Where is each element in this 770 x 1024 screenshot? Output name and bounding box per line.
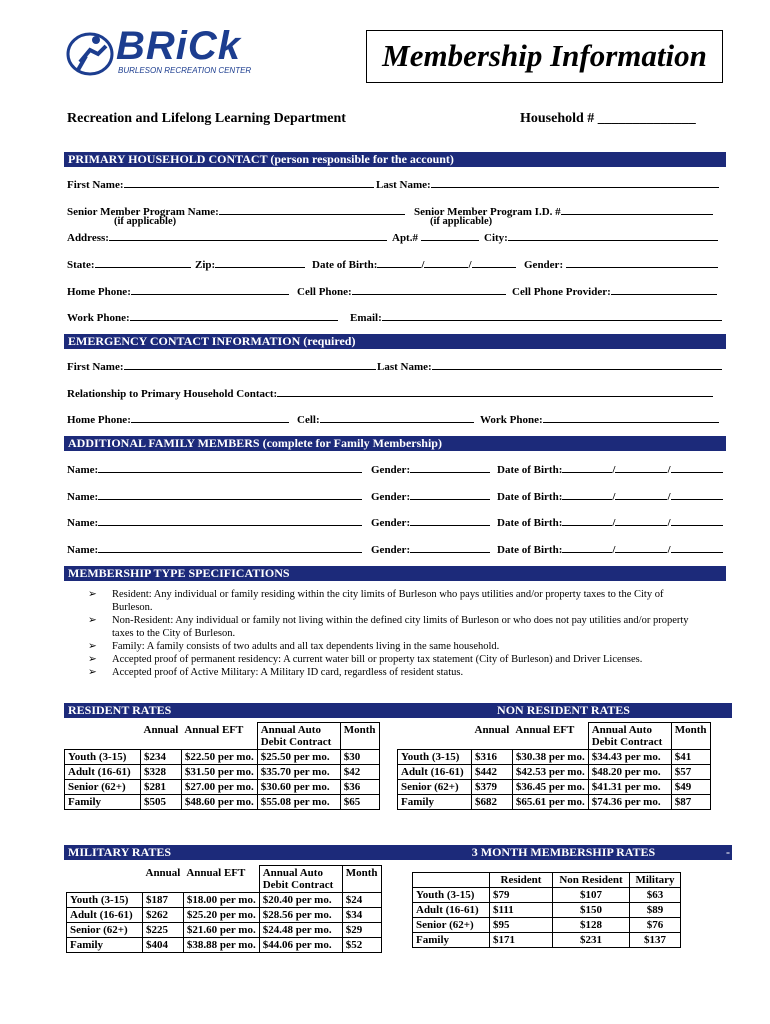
- table-row: Family $682 $65.61 per mo. $74.36 per mo. $87: [398, 795, 711, 810]
- spec-item: ➢ Accepted proof of permanent residency: A current water bill or property tax statement (City of Burleson) and Driver Licenses.: [88, 654, 643, 665]
- family-dob-field-1[interactable]: Date of Birth: / /: [497, 462, 723, 476]
- city-field[interactable]: City:: [484, 230, 718, 244]
- col-annual: Annual: [143, 723, 179, 736]
- table-row: Senior (62+) $379 $36.45 per mo. $41.31 per mo. $49: [398, 780, 711, 795]
- col-eft: Annual EFT: [186, 866, 246, 879]
- table-row: Family $404 $38.88 per mo. $44.06 per mo. $52: [67, 938, 382, 953]
- emergency-last-name-field[interactable]: Last Name:: [377, 359, 722, 373]
- senior-name-note: (if applicable): [114, 216, 177, 227]
- three-month-rates-table: [412, 872, 681, 948]
- emergency-first-name-field[interactable]: First Name:: [67, 359, 376, 373]
- col-month: Month: [671, 723, 710, 750]
- table-row: Adult (16-61) $442 $42.53 per mo. $48.20 per mo. $57: [398, 765, 711, 780]
- family-name-field-2[interactable]: Name:: [67, 489, 362, 503]
- zip-field[interactable]: Zip:: [195, 257, 305, 271]
- arrow-bullet-icon: ➢: [88, 589, 97, 600]
- spec-item: ➢ Accepted proof of Active Military: A Military ID card, regardless of resident status.: [88, 667, 464, 678]
- table-row: Senior (62+) $281 $27.00 per mo. $30.60 per mo. $36: [65, 780, 380, 795]
- table-row: Senior (62+) $95 $128 $76: [413, 918, 681, 933]
- logo-subtitle: BURLESON RECREATION CENTER: [118, 66, 252, 75]
- col-nonresident: Non Resident: [553, 873, 630, 888]
- military-rates-header: MILITARY RATES: [64, 845, 395, 860]
- emergency-home-phone-field[interactable]: Home Phone:: [67, 412, 289, 426]
- spec-item: ➢ Family: A family consists of two adults and all tax dependents living in the same household.: [88, 641, 500, 652]
- spec-item: ➢ Resident: Any individual or family residing within the city limits of Burleson who pays utilities and/or property taxes to the City of Burleson.: [88, 589, 664, 613]
- work-phone-field[interactable]: Work Phone:: [67, 310, 338, 324]
- table-row: Family $505 $48.60 per mo. $55.08 per mo. $65: [65, 795, 380, 810]
- family-gender-field-4[interactable]: Gender:: [371, 542, 490, 556]
- page-title: Membership Information: [366, 30, 723, 83]
- household-number: Household # ______________: [520, 111, 696, 126]
- nonresident-rates-table: [397, 722, 711, 810]
- cell-phone-field[interactable]: Cell Phone:: [297, 284, 506, 298]
- senior-id-note: (if applicable): [430, 216, 493, 227]
- membership-specs-header: MEMBERSHIP TYPE SPECIFICATIONS: [64, 566, 726, 581]
- gender-field[interactable]: Gender:: [524, 257, 718, 271]
- table-row: Adult (16-61) $328 $31.50 per mo. $35.70 per mo. $42: [65, 765, 380, 780]
- table-row: Adult (16-61) $111 $150 $89: [413, 903, 681, 918]
- relationship-field[interactable]: Relationship to Primary Household Contact:: [67, 386, 713, 400]
- resident-rates-table: [64, 722, 380, 810]
- home-phone-field[interactable]: Home Phone:: [67, 284, 289, 298]
- family-dob-field-4[interactable]: Date of Birth: / /: [497, 542, 723, 556]
- senior-program-name-field[interactable]: Senior Member Program Name:: [67, 204, 405, 218]
- primary-contact-header: PRIMARY HOUSEHOLD CONTACT (person responsible for the account): [64, 152, 726, 167]
- col-annual: Annual: [474, 723, 510, 736]
- table-row: Senior (62+) $225 $21.60 per mo. $24.48 per mo. $29: [67, 923, 382, 938]
- apt-field[interactable]: Apt.#: [392, 230, 479, 244]
- nonresident-rates-header: NON RESIDENT RATES: [395, 703, 732, 718]
- date-of-birth-field[interactable]: Date of Birth: / /: [312, 257, 516, 271]
- col-eft: Annual EFT: [184, 723, 244, 736]
- table-row: Youth (3-15) $234 $22.50 per mo. $25.50 per mo. $30: [65, 750, 380, 765]
- family-name-field-4[interactable]: Name:: [67, 542, 362, 556]
- address-field[interactable]: Address:: [67, 230, 387, 244]
- family-name-field-3[interactable]: Name:: [67, 515, 362, 529]
- family-gender-field-2[interactable]: Gender:: [371, 489, 490, 503]
- spec-item: ➢ Non-Resident: Any individual or family not living within the defined city limits of Burleson or who does not pay utilities and/or property taxes to the City of Burleson.: [88, 615, 689, 639]
- col-auto: Annual Auto Debit Contract: [259, 866, 342, 893]
- table-row: Adult (16-61) $262 $25.20 per mo. $28.56 per mo. $34: [67, 908, 382, 923]
- family-members-header: ADDITIONAL FAMILY MEMBERS (complete for Family Membership): [64, 436, 726, 451]
- family-dob-field-3[interactable]: Date of Birth: / /: [497, 515, 723, 529]
- arrow-bullet-icon: ➢: [88, 641, 97, 652]
- col-auto: Annual Auto Debit Contract: [588, 723, 671, 750]
- emergency-contact-header: EMERGENCY CONTACT INFORMATION (required): [64, 334, 726, 349]
- family-gender-field-3[interactable]: Gender:: [371, 515, 490, 529]
- primary-first-name-field[interactable]: First Name:: [67, 177, 374, 191]
- arrow-bullet-icon: ➢: [88, 654, 97, 665]
- three-month-rates-header: 3 MONTH MEMBERSHIP RATES -: [395, 845, 732, 860]
- col-month: Month: [340, 723, 379, 750]
- table-row: Youth (3-15) $187 $18.00 per mo. $20.40 per mo. $24: [67, 893, 382, 908]
- cell-provider-field[interactable]: Cell Phone Provider:: [512, 284, 717, 298]
- family-dob-field-2[interactable]: Date of Birth: / /: [497, 489, 723, 503]
- brick-logo: [66, 24, 296, 80]
- resident-rates-header: RESIDENT RATES: [64, 703, 395, 718]
- col-auto: Annual Auto Debit Contract: [257, 723, 340, 750]
- col-annual: Annual: [145, 866, 181, 879]
- header-dash: -: [726, 845, 730, 859]
- arrow-bullet-icon: ➢: [88, 667, 97, 678]
- table-row: Youth (3-15) $79 $107 $63: [413, 888, 681, 903]
- arrow-bullet-icon: ➢: [88, 615, 97, 626]
- col-military: Military: [630, 873, 681, 888]
- membership-spec-list: [88, 588, 704, 679]
- department: Recreation and Lifelong Learning Department: [67, 111, 346, 126]
- table-row: Youth (3-15) $316 $30.38 per mo. $34.43 per mo. $41: [398, 750, 711, 765]
- primary-last-name-field[interactable]: Last Name:: [376, 177, 719, 191]
- emergency-work-phone-field[interactable]: Work Phone:: [480, 412, 719, 426]
- email-field[interactable]: Email:: [350, 310, 722, 324]
- col-resident: Resident: [490, 873, 553, 888]
- col-month: Month: [342, 866, 381, 893]
- family-name-field-1[interactable]: Name:: [67, 462, 362, 476]
- military-rates-table: [66, 865, 382, 953]
- table-row: Family $171 $231 $137: [413, 933, 681, 948]
- col-eft: Annual EFT: [515, 723, 575, 736]
- emergency-cell-field[interactable]: Cell:: [297, 412, 474, 426]
- logo-brand: BRiCk: [116, 24, 242, 68]
- state-field[interactable]: State:: [67, 257, 191, 271]
- family-gender-field-1[interactable]: Gender:: [371, 462, 490, 476]
- senior-program-id-field[interactable]: Senior Member Program I.D. #: [414, 204, 713, 218]
